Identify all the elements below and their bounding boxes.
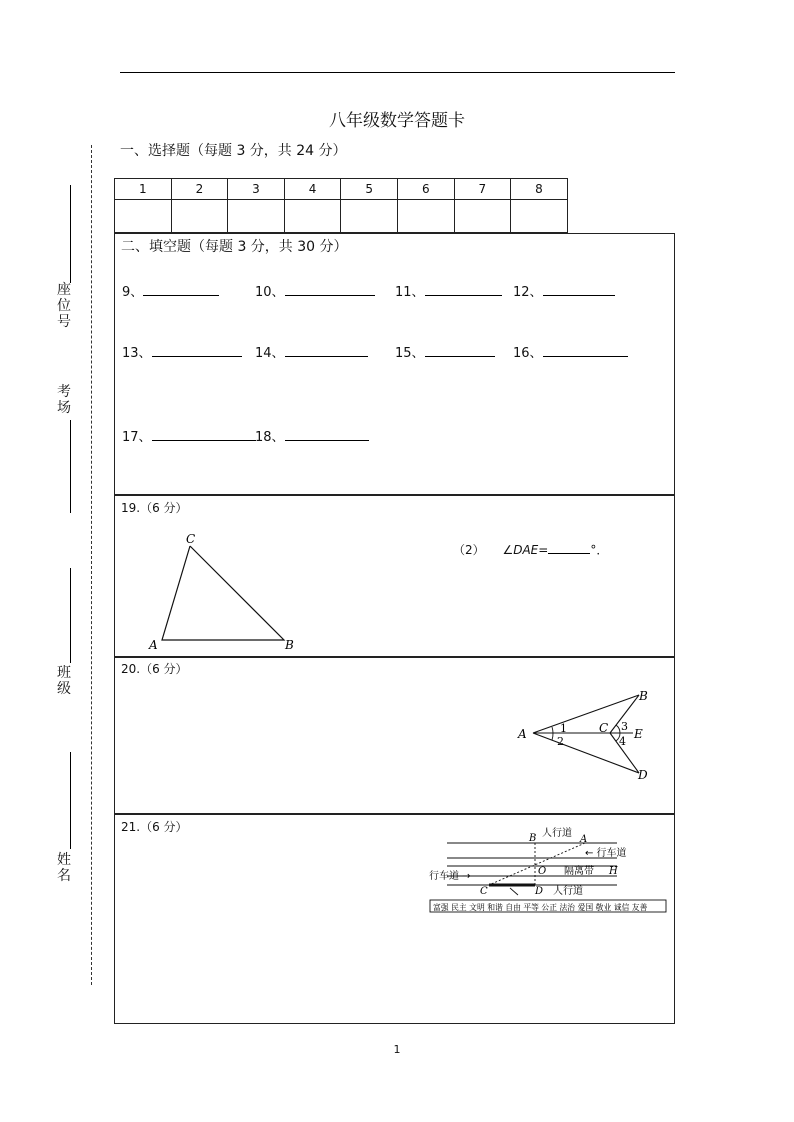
point-a-label: A (518, 727, 527, 741)
sidewalk-bottom-label: 人行道 (553, 886, 583, 897)
binding-dashed-line (91, 145, 92, 985)
point-c-label-21: C (480, 886, 488, 897)
angle-arc-1 (552, 727, 553, 733)
class-line (70, 568, 71, 663)
lane-right-label: ← 行车道 (585, 848, 627, 859)
blank-label-10: 10、 (255, 285, 285, 300)
q19-part2 (453, 541, 608, 558)
lane-left-label: 行车道 → (429, 871, 471, 882)
blank-item-10[interactable] (255, 281, 375, 300)
blank-label-11: 11、 (395, 285, 425, 300)
blank-line-14[interactable] (285, 344, 368, 357)
blank-line-10[interactable] (285, 283, 375, 296)
blank-label-13: 13、 (122, 346, 152, 361)
blank-item-18[interactable] (255, 426, 369, 445)
q19-triangle-figure (140, 530, 310, 655)
name-line (70, 752, 71, 849)
page-number: 1 (393, 1043, 401, 1056)
vertex-a-label: A (149, 638, 158, 652)
divider-label: 隔离带 (564, 866, 594, 877)
q19-part2-expr: ∠DAE= (502, 543, 549, 557)
answer-cell-1[interactable] (115, 200, 172, 233)
blank-item-17[interactable] (122, 426, 256, 445)
blank-line-15[interactable] (425, 344, 495, 357)
angle-1-label: 1 (560, 722, 567, 735)
q21-label: 21.（6 分） (121, 820, 188, 834)
point-d-label-21: D (535, 886, 544, 897)
point-b-label-21: B (529, 833, 537, 844)
choice-col-3: 3 (228, 179, 285, 200)
room-line (70, 420, 71, 513)
arrow-up-pointer (510, 888, 518, 895)
name-label: 姓 名 (57, 852, 71, 884)
angle-arc-2 (552, 733, 553, 740)
triangle-abc (162, 546, 284, 640)
blank-item-13[interactable] (122, 342, 242, 361)
blank-item-16[interactable] (513, 342, 628, 361)
blank-line-9[interactable] (143, 283, 219, 296)
point-d-label: D (638, 768, 648, 782)
seat-line (70, 185, 71, 283)
q19-part2-prefix: （2） (453, 543, 485, 557)
blank-item-9[interactable] (122, 281, 219, 300)
answer-cell-4[interactable] (284, 200, 341, 233)
q19-label: 19.（6 分） (121, 501, 188, 515)
q20-kite-figure (512, 683, 657, 783)
blank-label-12: 12、 (513, 285, 543, 300)
answer-cell-7[interactable] (454, 200, 511, 233)
blank-item-12[interactable] (513, 281, 615, 300)
q20-label: 20.（6 分） (121, 662, 188, 676)
top-rule (120, 72, 675, 73)
seat-label: 座 位 号 (57, 282, 71, 330)
page-title: 八年级数学答题卡 (329, 111, 465, 131)
choice-answer-table (114, 178, 568, 233)
angle-2-label: 2 (557, 735, 564, 748)
blank-label-14: 14、 (255, 346, 285, 361)
q19-part2-suffix: °． (590, 543, 609, 557)
point-b-label: B (639, 689, 648, 703)
blank-item-15[interactable] (395, 342, 495, 361)
choice-col-8: 8 (511, 179, 568, 200)
path-ac (489, 843, 585, 885)
angle-arc-3 (616, 725, 620, 733)
blank-label-16: 16、 (513, 346, 543, 361)
blank-line-17[interactable] (152, 428, 256, 441)
choice-col-1: 1 (115, 179, 172, 200)
point-c-label: C (599, 721, 609, 735)
q19-answer-blank[interactable] (548, 541, 590, 554)
room-label: 考 场 (57, 384, 71, 416)
q21-road-figure (425, 824, 670, 916)
point-e-label: E (634, 727, 643, 741)
point-a-label-21: A (580, 834, 588, 845)
choice-col-7: 7 (454, 179, 511, 200)
blank-line-11[interactable] (425, 283, 502, 296)
fill-blank-box (114, 233, 675, 496)
blank-label-15: 15、 (395, 346, 425, 361)
point-h-label-21: H (609, 866, 618, 877)
blank-line-13[interactable] (152, 344, 242, 357)
values-banner-text: 富强 民主 文明 和谐 自由 平等 公正 法治 爱国 敬业 诚信 友善 (433, 903, 648, 912)
choice-col-2: 2 (171, 179, 228, 200)
angle-4-label: 4 (619, 735, 626, 748)
angle-3-label: 3 (621, 720, 628, 733)
blank-line-18[interactable] (285, 428, 369, 441)
answer-cell-6[interactable] (397, 200, 454, 233)
vertex-b-label: B (285, 638, 294, 652)
vertex-c-label: C (186, 532, 196, 546)
blank-label-17: 17、 (122, 430, 152, 445)
blank-label-18: 18、 (255, 430, 285, 445)
blank-item-14[interactable] (255, 342, 368, 361)
point-o-label-21: O (538, 866, 547, 877)
blank-item-11[interactable] (395, 281, 502, 300)
section1-heading: 一、选择题（每题 3 分，共 24 分） (120, 143, 347, 159)
answer-cell-8[interactable] (511, 200, 568, 233)
answer-cell-2[interactable] (171, 200, 228, 233)
choice-col-5: 5 (341, 179, 398, 200)
blank-line-16[interactable] (543, 344, 628, 357)
class-label: 班 级 (57, 665, 71, 697)
answer-cell-3[interactable] (228, 200, 285, 233)
answer-cell-5[interactable] (341, 200, 398, 233)
section2-heading: 二、填空题（每题 3 分，共 30 分） (121, 239, 348, 255)
sidewalk-top-label: 人行道 (542, 828, 572, 839)
blank-line-12[interactable] (543, 283, 615, 296)
choice-col-4: 4 (284, 179, 341, 200)
blank-label-9: 9、 (122, 285, 144, 300)
choice-col-6: 6 (397, 179, 454, 200)
